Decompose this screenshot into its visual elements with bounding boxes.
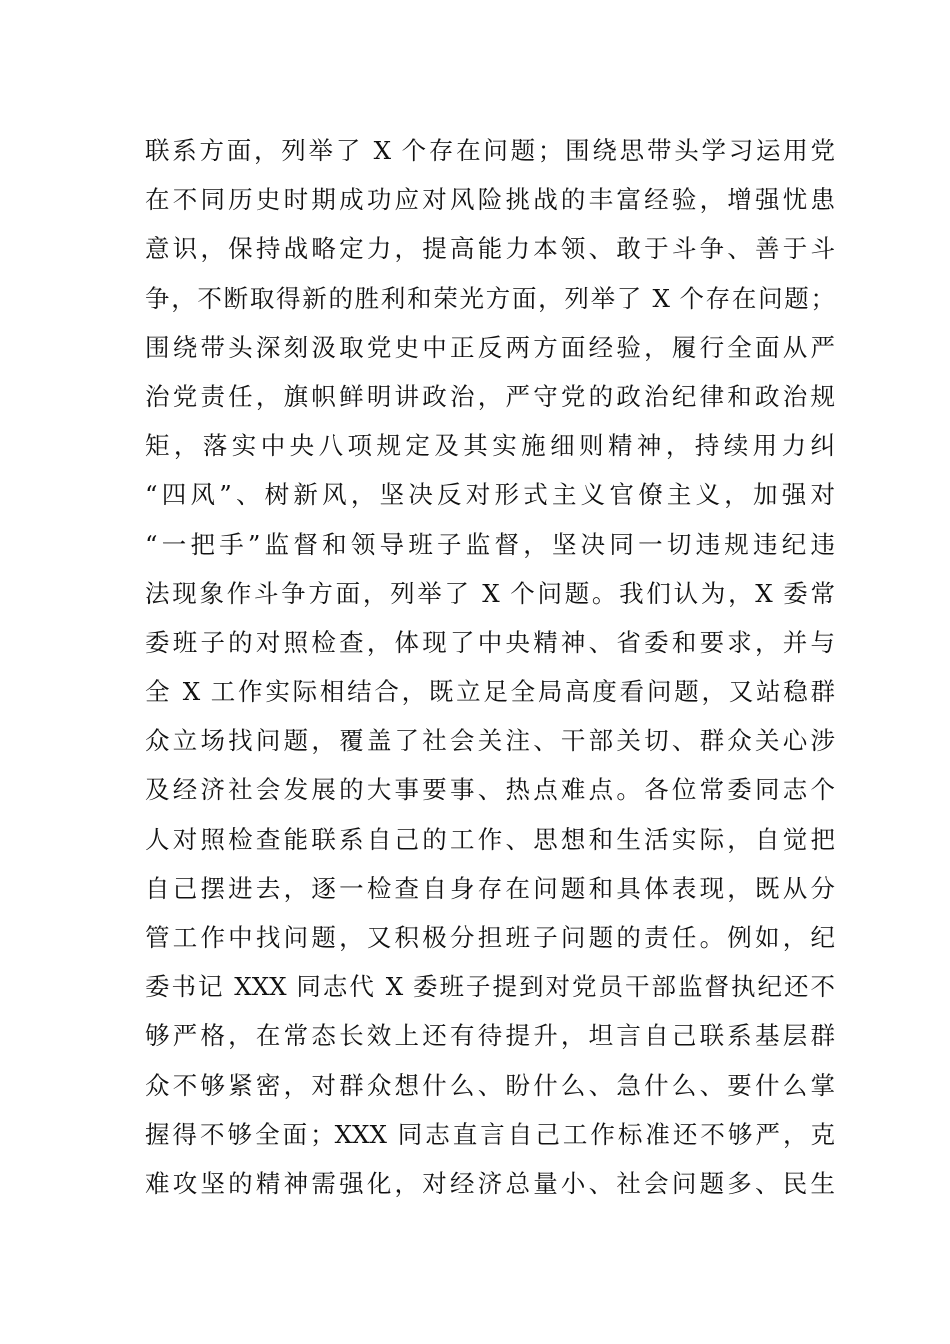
text-line: 及经济社会发展的大事要事、热点难点。各位常委同志个 xyxy=(145,775,835,805)
text-line: “一把手”监督和领导班子监督，坚决同一切违规违纪违 xyxy=(145,529,835,559)
text-line: 全 X 工作实际相结合，既立足全局高度看问题，又站稳群 xyxy=(145,677,835,707)
text-line: 握得不够全面；XXX 同志直言自己工作标准还不够严，克 xyxy=(145,1119,835,1149)
body-text xyxy=(145,126,835,1208)
text-line: 管工作中找问题，又积极分担班子问题的责任。例如，纪 xyxy=(145,923,835,952)
text-line: 众立场找问题，覆盖了社会关注、干部关切、群众关心涉 xyxy=(145,726,835,756)
text-line: 委书记 XXX 同志代 X 委班子提到对党员干部监督执纪还不 xyxy=(145,972,835,1002)
text-line: 委班子的对照检查，体现了中央精神、省委和要求，并与 xyxy=(145,627,835,657)
text-line: 矩，落实中央八项规定及其实施细则精神，持续用力纠 xyxy=(145,431,835,461)
text-line: 治党责任，旗帜鲜明讲政治，严守党的政治纪律和政治规 xyxy=(145,381,835,411)
text-line: 围绕带头深刻汲取党史中正反两方面经验，履行全面从严 xyxy=(145,332,835,362)
text-line: 联系方面，列举了 X 个存在问题；围绕思带头学习运用党 xyxy=(145,136,835,165)
text-line: 在不同历史时期成功应对风险挑战的丰富经验，增强忧患 xyxy=(145,185,835,215)
text-line: 人对照检查能联系自己的工作、思想和生活实际，自觉把 xyxy=(145,824,835,854)
text-line: “四风”、树新风，坚决反对形式主义官僚主义，加强对 xyxy=(145,480,835,510)
text-line: 自己摆进去，逐一检查自身存在问题和具体表现，既从分 xyxy=(145,873,835,903)
text-line: 众不够紧密，对群众想什么、盼什么、急什么、要什么掌 xyxy=(145,1070,835,1100)
text-line: 法现象作斗争方面，列举了 X 个问题。我们认为，X 委常 xyxy=(145,578,835,608)
text-line: 争，不断取得新的胜利和荣光方面，列举了 X 个存在问题； xyxy=(145,283,835,313)
text-line: 意识，保持战略定力，提高能力本领、敢于斗争、善于斗 xyxy=(145,234,835,264)
text-line: 难攻坚的精神需强化，对经济总量小、社会问题多、民生 xyxy=(145,1168,835,1198)
text-line: 够严格，在常态长效上还有待提升，坦言自己联系基层群 xyxy=(145,1021,835,1051)
